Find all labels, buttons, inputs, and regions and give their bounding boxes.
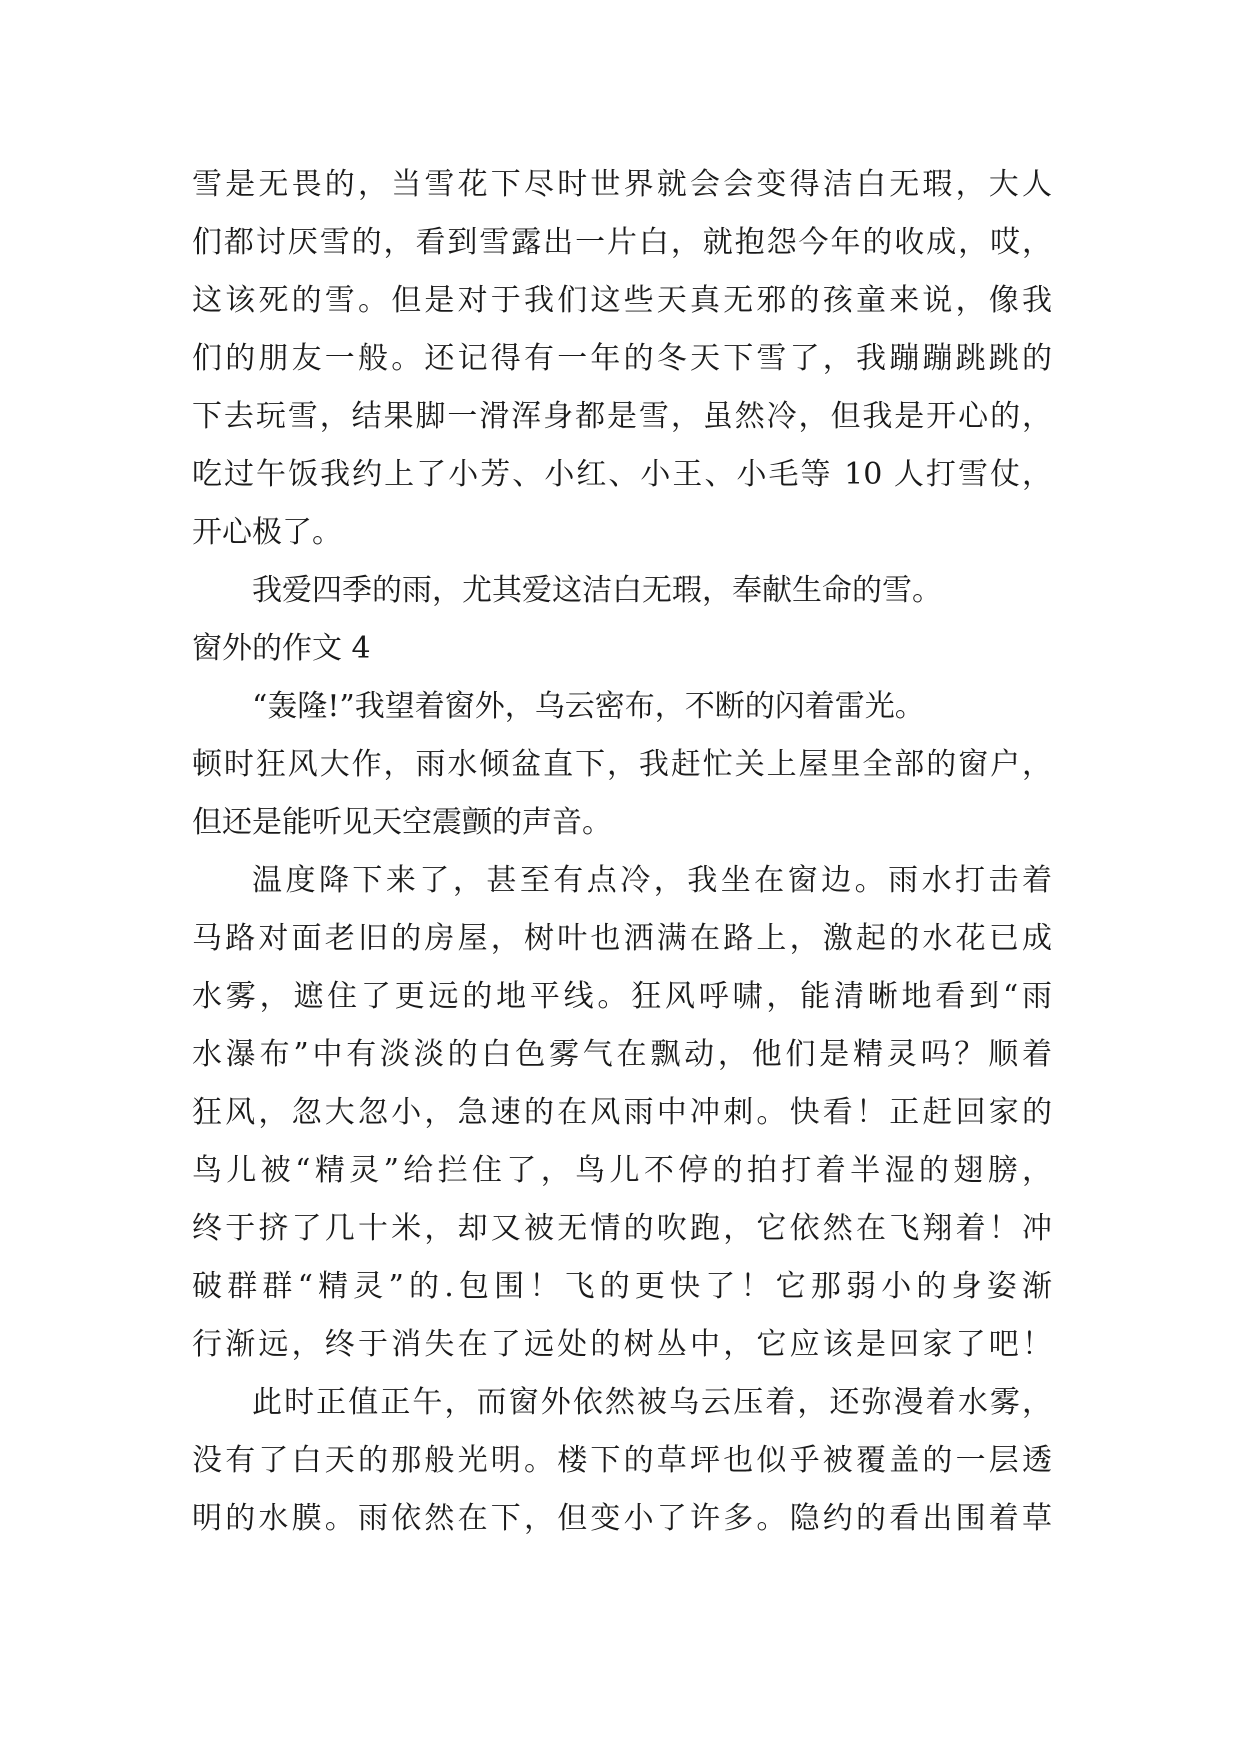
- text-line: 行渐远，终于消失在了远处的树丛中，它应该是回家了吧！: [192, 1327, 1052, 1362]
- text-line: 们都讨厌雪的，看到雪露出一片白，就抱怨今年的收成，哎，: [192, 225, 1052, 260]
- text-line: 我爱四季的雨，尤其爱这洁白无瑕，奉献生命的雪。: [252, 573, 942, 608]
- text-line: 这该死的雪。但是对于我们这些天真无邪的孩童来说，像我: [192, 283, 1052, 318]
- text-line: 下去玩雪，结果脚一滑浑身都是雪，虽然冷，但我是开心的，: [192, 399, 1052, 434]
- section-heading: 窗外的作文 4: [192, 631, 371, 666]
- text-line: 雪是无畏的，当雪花下尽时世界就会会变得洁白无瑕，大人: [192, 167, 1052, 202]
- text-line: 终于挤了几十米，却又被无情的吹跑，它依然在飞翔着！冲: [192, 1211, 1052, 1246]
- text-line: 顿时狂风大作，雨水倾盆直下，我赶忙关上屋里全部的窗户，: [192, 747, 1052, 782]
- text-line: 水瀑布”中有淡淡的白色雾气在飘动，他们是精灵吗？顺着: [192, 1037, 1052, 1072]
- text-line: 温度降下来了，甚至有点冷，我坐在窗边。雨水打击着: [252, 863, 1052, 898]
- text-line: 明的水膜。雨依然在下，但变小了许多。隐约的看出围着草: [192, 1501, 1052, 1536]
- text-line: “轰隆!”我望着窗外，乌云密布，不断的闪着雷光。: [252, 689, 925, 724]
- text-line: 水雾，遮住了更远的地平线。狂风呼啸，能清晰地看到“雨: [192, 979, 1052, 1014]
- text-line: 们的朋友一般。还记得有一年的冬天下雪了，我蹦蹦跳跳的: [192, 341, 1052, 376]
- text-line: 鸟儿被“精灵”给拦住了，鸟儿不停的拍打着半湿的翅膀，: [192, 1153, 1052, 1188]
- text-line: 吃过午饭我约上了小芳、小红、小王、小毛等 10 人打雪仗，: [192, 457, 1052, 492]
- text-line: 破群群“精灵”的.包围！飞的更快了！它那弱小的身姿渐: [192, 1269, 1052, 1304]
- text-line: 但还是能听见天空震颤的声音。: [192, 805, 612, 840]
- text-line: 开心极了。: [192, 515, 342, 550]
- text-line: 狂风，忽大忽小，急速的在风雨中冲刺。快看！正赶回家的: [192, 1095, 1052, 1130]
- text-line: 马路对面老旧的房屋，树叶也洒满在路上，激起的水花已成: [192, 921, 1052, 956]
- text-line: 没有了白天的那般光明。楼下的草坪也似乎被覆盖的一层透: [192, 1443, 1052, 1478]
- text-line: 此时正值正午，而窗外依然被乌云压着，还弥漫着水雾，: [252, 1385, 1052, 1420]
